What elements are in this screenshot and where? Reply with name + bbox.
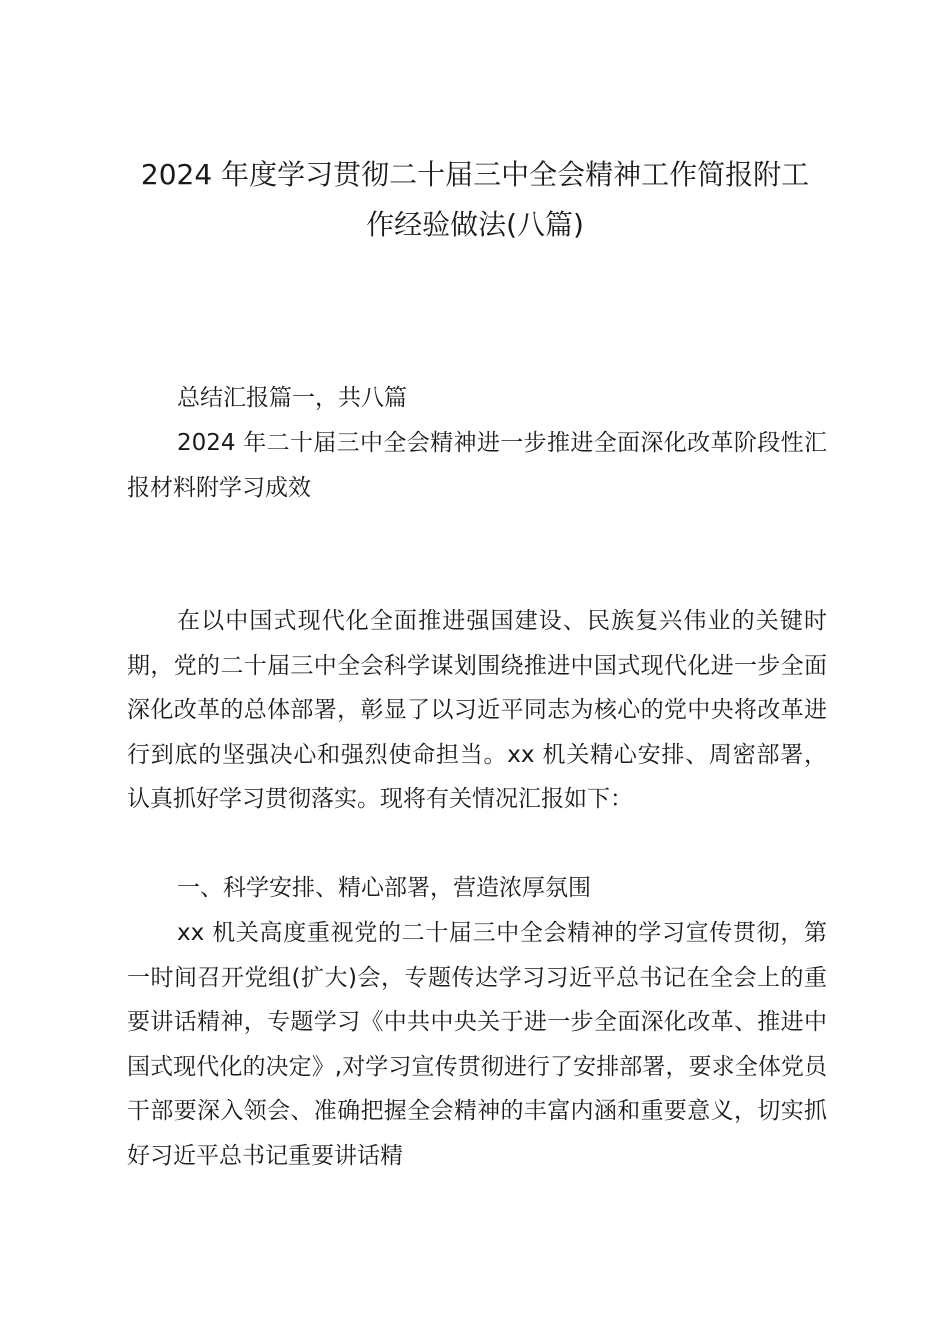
intro-paragraph: 在以中国式现代化全面推进强国建设、民族复兴伟业的关键时期，党的二十届三中全会科学谋划围绕推进中国式现代化进一步全面深化改革的总体部署，彰显了以习近平同志为核心的党中央将改革进行到底的坚强决心和强烈使命担当。xx 机关精心安排、周密部署，认真抓好学习贯彻落实。现将有关情况汇报如下： <box>127 608 827 812</box>
section-heading: 一、科学安排、精心部署，营造浓厚氛围 <box>177 875 591 901</box>
document-title <box>100 150 850 250</box>
document-subtitle: 2024 年二十届三中全会精神进一步推进全面深化改革阶段性汇报材料附学习成效 <box>127 430 827 501</box>
summary-label: 总结汇报篇一，共八篇 <box>177 385 407 411</box>
document-title-line-1: 2024 年度学习贯彻二十届三中全会精神工作简报附工 <box>140 158 810 191</box>
section-paragraph: xx 机关高度重视党的二十届三中全会精神的学习宣传贯彻，第一时间召开党组(扩大)会，专题传达学习习近平总书记在全会上的重要讲话精神，专题学习《中共中央关于进一步全面深化改革、推进中国式现代化的决定》,对学习宣传贯彻进行了安排部署，要求全体党员干部要深入领会、准确把握全会精神的丰富内涵和重要意义，切实抓好习近平总书记重要讲话精 <box>127 920 827 1169</box>
document-title-line-2: 作经验做法(八篇) <box>366 208 584 241</box>
